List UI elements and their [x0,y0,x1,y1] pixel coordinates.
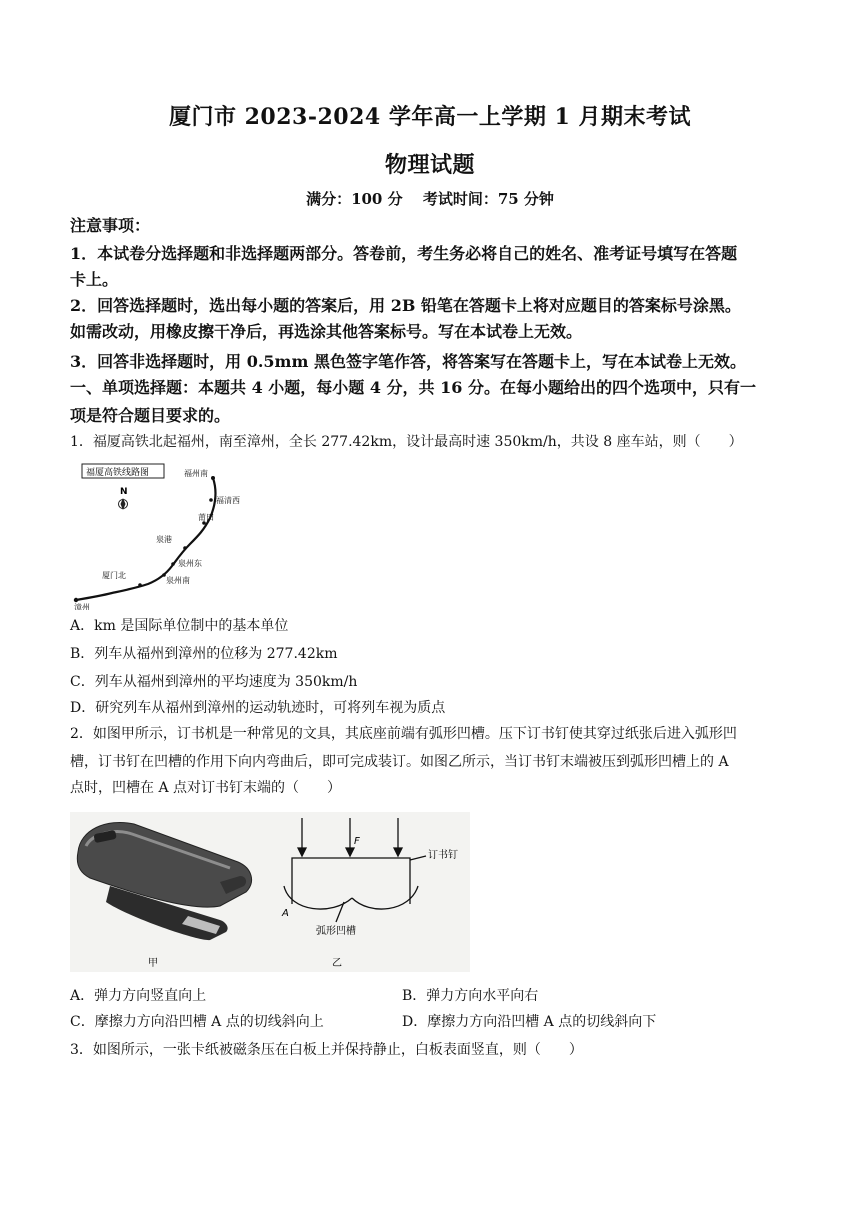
station-quanzhou-south: 泉州南 [166,576,190,585]
force-label: F [354,836,360,847]
figure-label-jia: 甲 [148,958,158,969]
station-fuqing-west: 福清西 [216,496,240,505]
note-line-5: 3．回答非选择题时，用 0.5mm 黑色签字笔作答，将答案写在答题卡上，写在本试卷上无效。 [70,352,746,371]
question-2-option-d: D．摩擦力方向沿凹槽 A 点的切线斜向下 [402,1014,657,1030]
railway-map [70,460,240,610]
question-1-option-d: D．研究列车从福州到漳州的运动轨迹时，可将列车视为质点 [70,700,446,716]
question-2-option-c: C．摩擦力方向沿凹槽 A 点的切线斜向上 [70,1014,324,1030]
notes-heading: 注意事项： [70,216,151,235]
note-line-1: 1．本试卷分选择题和非选择题两部分。答卷前，考生务必将自己的姓名、准考证号填写在答题 [70,244,738,263]
exam-subtitle: 物理试题 [384,152,475,178]
station-putian: 莆田 [198,513,214,522]
question-2-stem-line-2: 槽，订书钉在凹槽的作用下向内弯曲后，即可完成装订。如图乙所示，当订书钉末端被压到弧形凹槽上的 A [70,754,729,770]
staple-label: 订书钉 [428,850,458,861]
stapler-photo [77,822,251,940]
note-line-3: 2．回答选择题时，选出每小题的答案后，用 2B 铅笔在答题卡上将对应题目的答案标号涂黑。 [70,296,741,315]
exam-title: 厦门市 2023-2024 学年高一上学期 1 月期末考试 [168,104,692,130]
question-1-option-b: B．列车从福州到漳州的位移为 277.42km [70,646,338,662]
station-quangang: 泉港 [156,535,172,544]
question-3-stem: 3．如图所示，一张卡纸被磁条压在白板上并保持静止，白板表面竖直，则（ ） [70,1042,583,1058]
figure-label-yi: 乙 [332,958,342,969]
question-2-stem-line-1: 2．如图甲所示，订书机是一种常见的文具，其底座前端有弧形凹槽。压下订书钉使其穿过纸张后进入弧形凹 [70,726,737,742]
north-label: N [120,487,128,497]
station-zhangzhou: 漳州 [74,603,90,610]
railway-line [76,478,215,600]
note-line-4: 如需改动，用橡皮擦干净后，再选涂其他答案标号。写在本试卷上无效。 [70,322,583,341]
question-1-stem: 1．福厦高铁北起福州，南至漳州，全长 277.42km，设计最高时速 350km/h，共设 8 座车站，则（ ） [70,434,743,450]
question-1-option-a: A．km 是国际单位制中的基本单位 [70,618,289,634]
section-heading-line-2: 项是符合题目要求的。 [70,406,231,425]
station-xiamen-north: 厦门北 [102,571,126,580]
map-legend: 福厦高铁线路图 [86,468,150,478]
note-line-2: 卡上。 [70,270,119,289]
question-2-stem-line-3: 点时，凹槽在 A 点对订书钉末端的（ ） [70,780,342,796]
exam-meta: 满分：100 分 考试时间：75 分钟 [306,190,554,208]
stapler-figure [70,812,470,972]
question-1-option-c: C．列车从福州到漳州的平均速度为 350km/h [70,674,358,690]
groove-label: 弧形凹槽 [316,926,356,937]
compass-icon [119,498,128,510]
staple-diagram [284,818,426,922]
section-heading-line-1: 一、单项选择题：本题共 4 小题，每小题 4 分，共 16 分。在每小题给出的四个选项中，只有一 [70,378,756,397]
station-quanzhou-east: 泉州东 [178,559,202,568]
question-2-option-a: A．弹力方向竖直向上 [70,988,207,1004]
station-fuzhou-south: 福州南 [184,469,208,478]
question-2-option-b: B．弹力方向水平向右 [402,988,539,1004]
point-a-label: A [282,908,289,919]
